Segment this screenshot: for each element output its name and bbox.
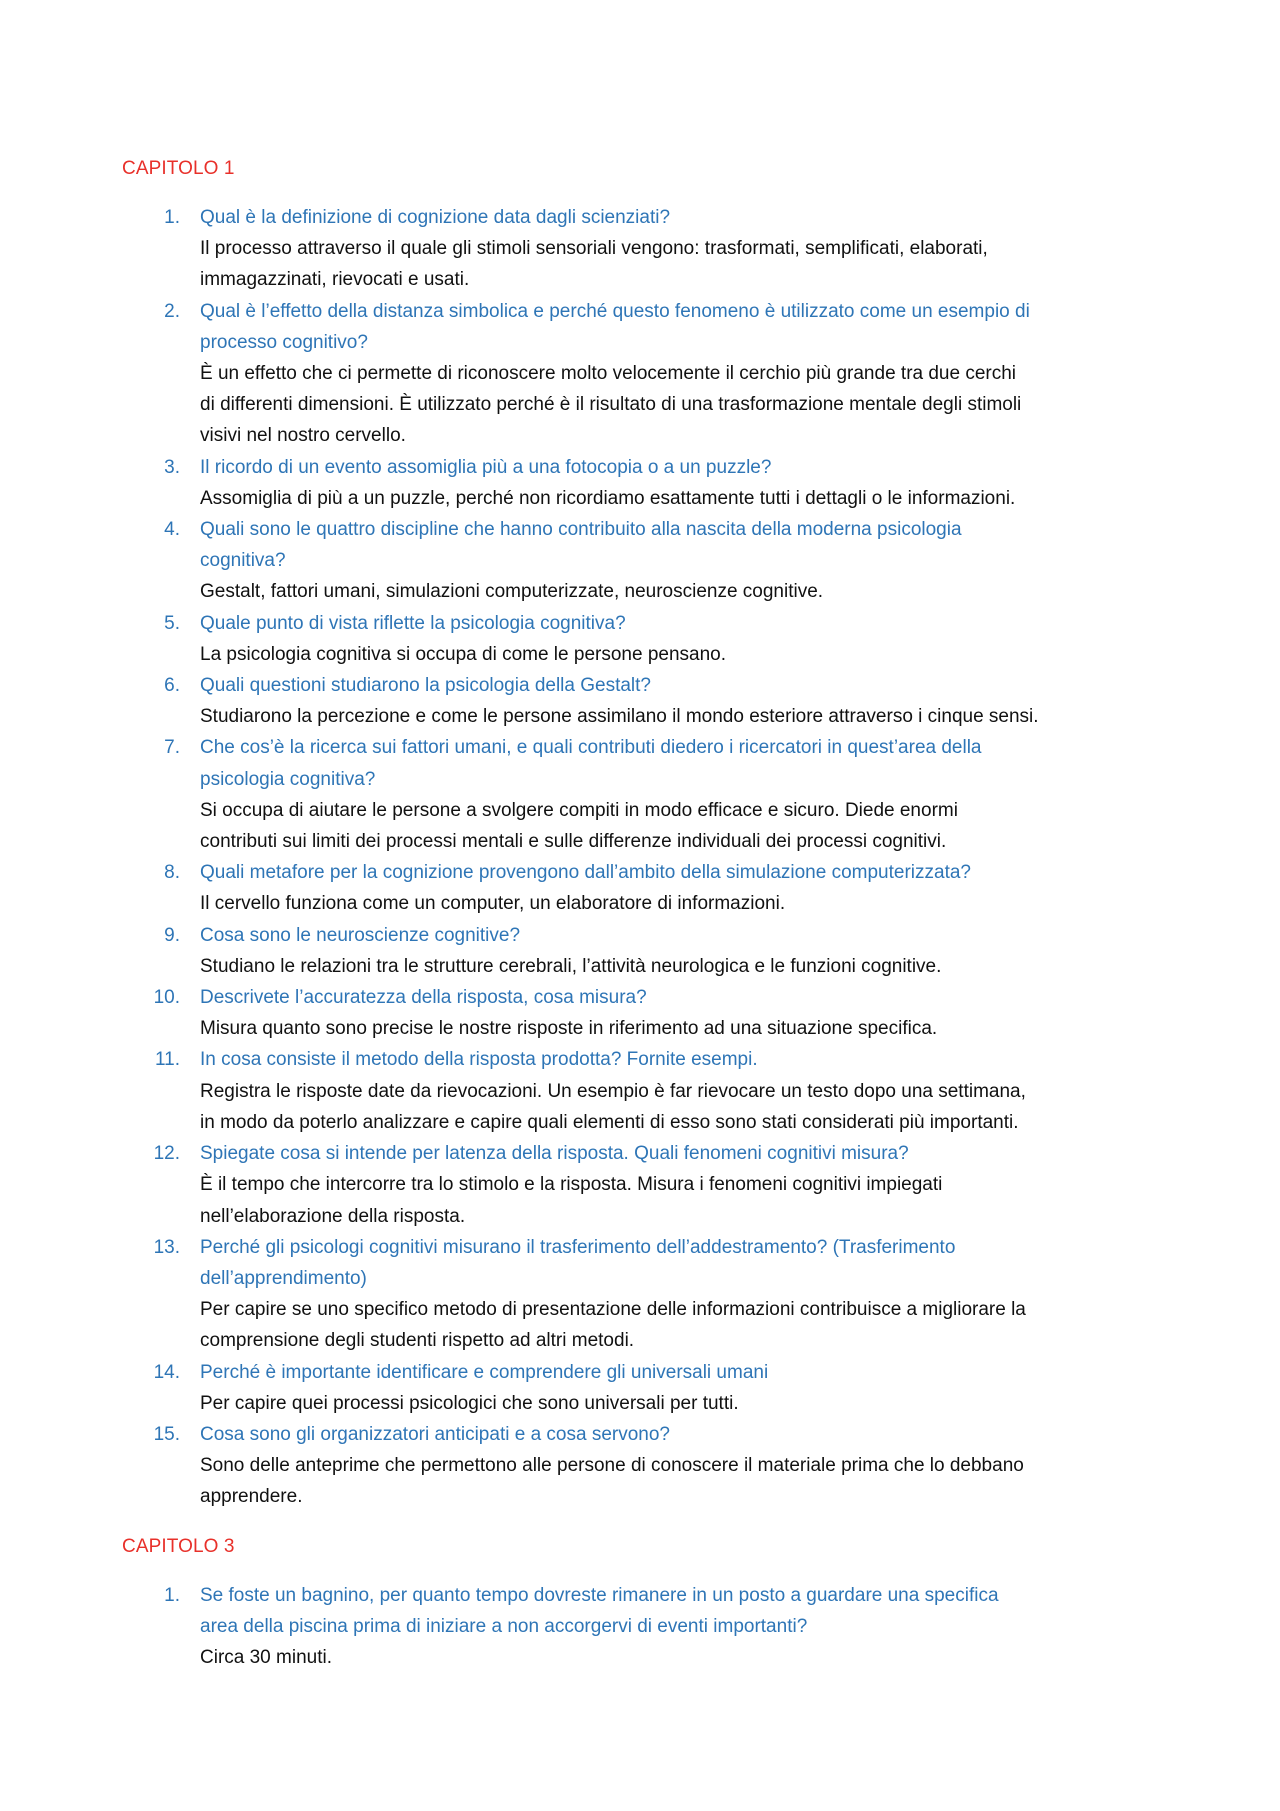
answer-text-line: Il processo attraverso il quale gli stimoli sensoriali vengono: trasformati, semplificati, elaborati, [200, 238, 988, 260]
chapter-title: CAPITOLO 3 [122, 1536, 235, 1557]
answer-text-line: È il tempo che intercorre tra lo stimolo e la risposta. Misura i fenomeni cognitivi impiegati [200, 1174, 943, 1196]
question-item [122, 1232, 1162, 1357]
question-text-line: Spiegate cosa si intende per latenza della risposta. Quali fenomeni cognitivi misura? [200, 1143, 909, 1165]
question-text-line: Quali metafore per la cognizione provengono dall’ambito della simulazione computerizzata? [200, 862, 971, 884]
question-number: 8. [164, 862, 180, 884]
question-number: 1. [164, 1585, 180, 1606]
question-number: 4. [164, 519, 180, 541]
question-list [122, 1580, 1162, 1674]
question-item [122, 670, 1162, 732]
question-number: 1. [164, 207, 180, 228]
question-list [122, 202, 1162, 1513]
question-number: 14. [153, 1361, 180, 1383]
answer-text-line: Misura quanto sono precise le nostre risposte in riferimento ad una situazione specifica. [200, 1018, 938, 1040]
question-item [122, 1419, 1162, 1513]
question-item [122, 920, 1162, 982]
question-text-line: Quali questioni studiarono la psicologia della Gestalt? [200, 675, 651, 697]
answer-text-line: Gestalt, fattori umani, simulazioni computerizzate, neuroscienze cognitive. [200, 581, 824, 603]
question-item [122, 982, 1162, 1044]
answer-text-line: Studiano le relazioni tra le strutture cerebrali, l’attività neurologica e le funzioni cognitive. [200, 955, 942, 977]
question-text-line: processo cognitivo? [200, 331, 368, 353]
answer-text-line: in modo da poterlo analizzare e capire quali elementi di esso sono stati considerati più importanti. [200, 1111, 1019, 1133]
answer-text-line: Studiarono la percezione e come le persone assimilano il mondo esteriore attraverso i cinque sensi. [200, 706, 1039, 728]
answer-text-line: Registra le risposte date da rievocazioni. Un esempio è far rievocare un testo dopo una settimana, [200, 1080, 1026, 1102]
answer-text-line: comprensione degli studenti rispetto ad altri metodi. [200, 1330, 635, 1352]
question-item [122, 1357, 1162, 1419]
question-item [122, 514, 1162, 608]
answer-text-line: immagazzinati, rievocati e usati. [200, 269, 470, 291]
question-number: 9. [164, 924, 180, 946]
question-text-line: Il ricordo di un evento assomiglia più a una fotocopia o a un puzzle? [200, 456, 772, 478]
question-text-line: dell’apprendimento) [200, 1267, 367, 1289]
answer-text-line: La psicologia cognitiva si occupa di come le persone pensano. [200, 643, 726, 665]
question-number: 5. [164, 612, 180, 634]
question-number: 6. [164, 675, 180, 697]
question-text-line: area della piscina prima di iniziare a non accorgervi di eventi importanti? [200, 1616, 808, 1638]
question-text-line: Che cos’è la ricerca sui fattori umani, e quali contributi diedero i ricercatori in quest’area della [200, 737, 982, 759]
answer-text-line: nell’elaborazione della risposta. [200, 1205, 466, 1227]
answer-text-line: Si occupa di aiutare le persone a svolgere compiti in modo efficace e sicuro. Diede enormi [200, 799, 958, 821]
question-text-line: Descrivete l’accuratezza della risposta, cosa misura? [200, 987, 647, 1009]
question-text-line: Cosa sono gli organizzatori anticipati e a cosa servono? [200, 1423, 670, 1445]
question-number: 7. [164, 737, 180, 759]
question-item [122, 202, 1162, 296]
question-text-line: psicologia cognitiva? [200, 768, 376, 790]
question-item [122, 857, 1162, 919]
answer-text-line: Sono delle anteprime che permettono alle persone di conoscere il materiale prima che lo debbano [200, 1455, 1024, 1477]
question-item [122, 608, 1162, 670]
question-item [122, 1580, 1162, 1674]
answer-text-line: Il cervello funziona come un computer, un elaboratore di informazioni. [200, 893, 786, 915]
answer-text-line: contributi sui limiti dei processi mentali e sulle differenze individuali dei processi cognitivi. [200, 831, 947, 853]
question-text-line: Qual è la definizione di cognizione data dagli scienziati? [200, 207, 671, 228]
question-text-line: Perché è importante identificare e comprendere gli universali umani [200, 1361, 769, 1383]
question-text-line: In cosa consiste il metodo della risposta prodotta? Fornite esempi. [200, 1049, 758, 1071]
question-text-line: Quali sono le quattro discipline che hanno contribuito alla nascita della moderna psicologia [200, 519, 962, 541]
question-item [122, 732, 1162, 857]
question-number: 12. [153, 1143, 180, 1165]
question-text-line: Se foste un bagnino, per quanto tempo dovreste rimanere in un posto a guardare una specifica [200, 1585, 999, 1606]
answer-text-line: Per capire se uno specifico metodo di presentazione delle informazioni contribuisce a migliorare la [200, 1299, 1026, 1321]
answer-text-line: di differenti dimensioni. È utilizzato perché è il risultato di una trasformazione mentale degli stimoli [200, 394, 1022, 416]
chapter-section-3 [122, 1531, 1162, 1674]
question-text-line: Cosa sono le neuroscienze cognitive? [200, 924, 521, 946]
chapter-section-1 [122, 153, 1162, 1513]
answer-text-line: Per capire quei processi psicologici che sono universali per tutti. [200, 1392, 739, 1414]
question-number: 10. [153, 987, 180, 1009]
answer-text-line: Circa 30 minuti. [200, 1647, 332, 1669]
question-number: 3. [164, 456, 180, 478]
question-item [122, 1138, 1162, 1232]
question-text-line: cognitiva? [200, 550, 286, 572]
answer-text-line: apprendere. [200, 1486, 303, 1508]
answer-text-line: visivi nel nostro cervello. [200, 425, 406, 447]
question-item [122, 296, 1162, 452]
answer-text-line: Assomiglia di più a un puzzle, perché non ricordiamo esattamente tutti i dettagli o le informazioni. [200, 487, 1016, 509]
question-text-line: Qual è l’effetto della distanza simbolica e perché questo fenomeno è utilizzato come un esempio di [200, 300, 1030, 322]
question-item [122, 452, 1162, 514]
question-number: 2. [164, 300, 180, 322]
question-item [122, 1044, 1162, 1138]
question-number: 15. [153, 1423, 180, 1445]
question-number: 11. [154, 1049, 180, 1071]
answer-text-line: È un effetto che ci permette di riconoscere molto velocemente il cerchio più grande tra due cerchi [200, 363, 1017, 385]
question-text-line: Quale punto di vista riflette la psicologia cognitiva? [200, 612, 626, 634]
question-number: 13. [153, 1236, 180, 1258]
question-text-line: Perché gli psicologi cognitivi misurano il trasferimento dell’addestramento? (Trasferimento [200, 1236, 956, 1258]
chapter-title: CAPITOLO 1 [122, 158, 235, 179]
